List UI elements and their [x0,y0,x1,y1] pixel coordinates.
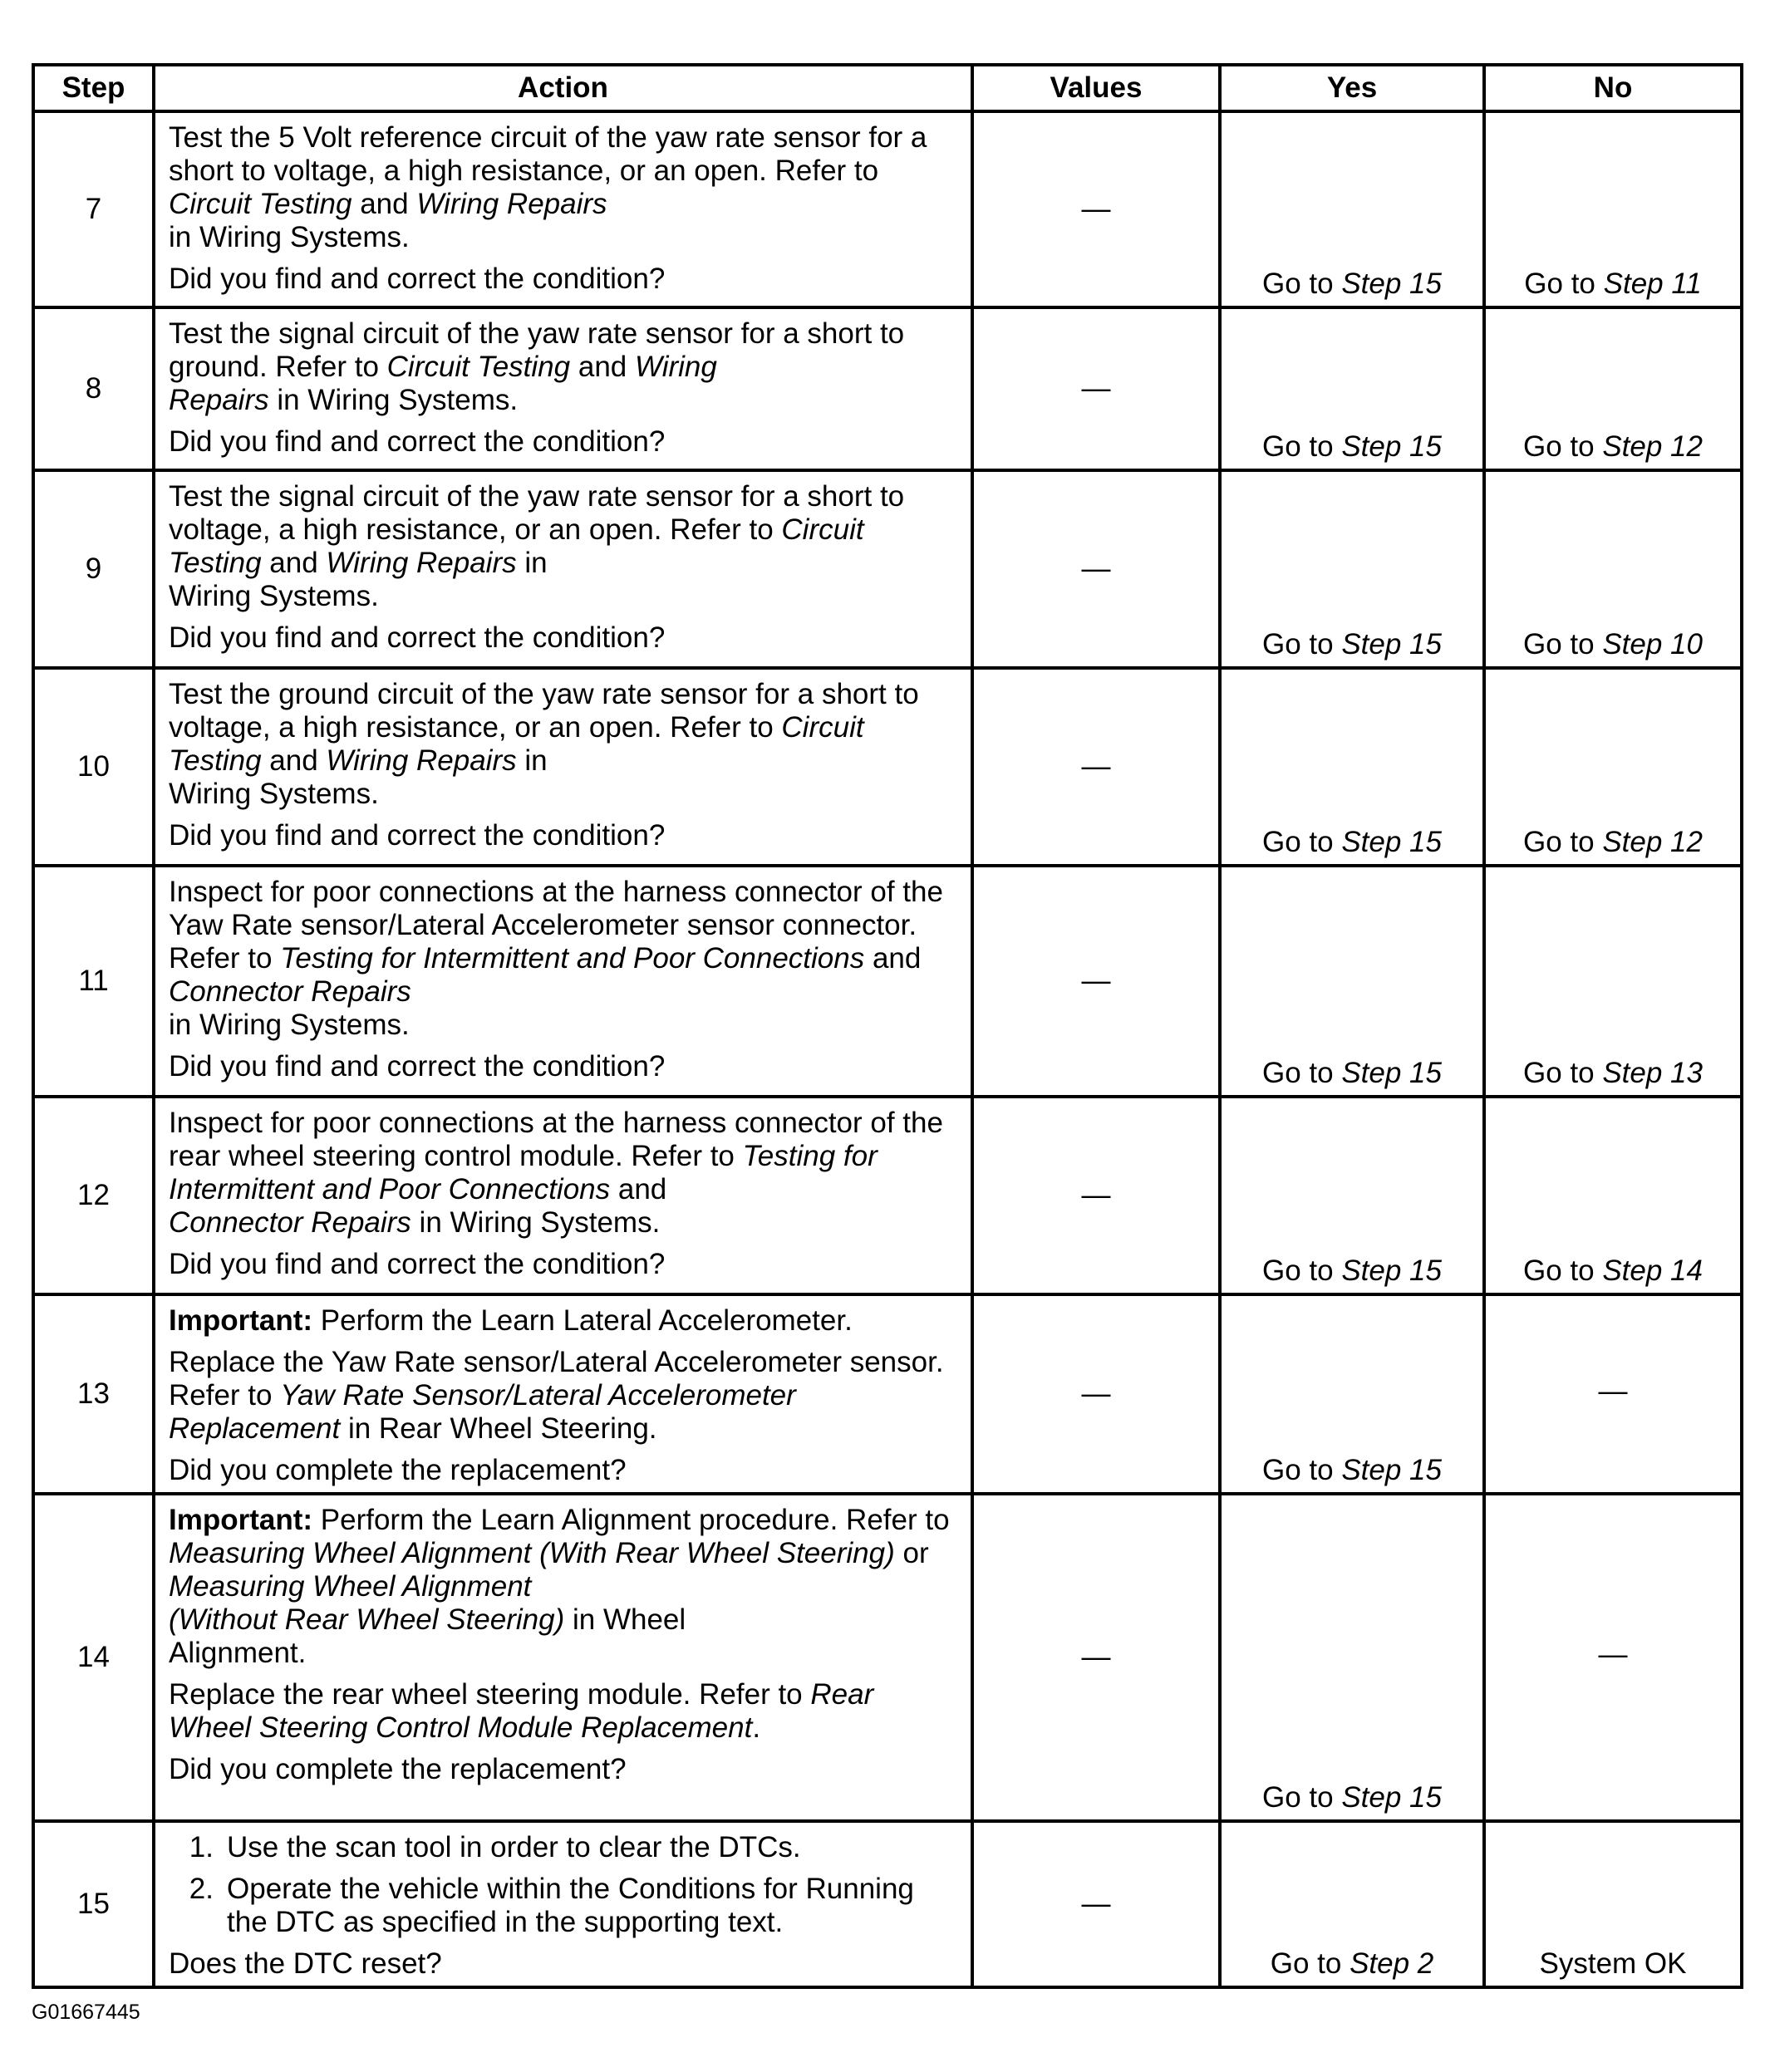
reference-text: Circuit Testing [169,711,864,777]
step-number: 7 [33,111,154,307]
text-run: and [610,1173,667,1205]
action-question: Did you find and correct the condition? [169,1050,666,1083]
reference-text: Wiring Repairs [326,547,517,579]
step-number: 12 [33,1097,154,1294]
text-run: Perform the Learn Alignment procedure. Refer to [312,1504,950,1536]
table-row [33,1821,1742,1987]
reference-text: Step 15 [1341,1454,1442,1486]
yes-cell [1220,111,1484,307]
header-no: No [1484,65,1742,111]
text-run: Go to [1523,430,1603,463]
reference-text: Measuring Wheel Alignment [169,1570,532,1603]
yes-cell [1220,1494,1484,1821]
reference-text: Step 15 [1341,430,1442,463]
reference-text: Step 11 [1603,268,1702,300]
values-cell: — [972,668,1220,866]
yes-cell [1220,668,1484,866]
action-cell [154,1494,972,1821]
action-cell [154,1097,972,1294]
no-cell [1484,1494,1742,1821]
step-number: 15 [33,1821,154,1987]
values-cell: — [972,1097,1220,1294]
text-run: and [261,744,327,777]
table-row [33,307,1742,470]
values-cell: — [972,866,1220,1097]
reference-text: Measuring Wheel Alignment (With Rear Wheel Steering) [169,1537,895,1569]
text-run: Test the signal circuit of the yaw rate sensor for a short to ground. Refer to [169,317,905,383]
table-row [33,1097,1742,1294]
text-run: — [1598,1638,1628,1671]
header-values: Values [972,65,1220,111]
text-run: and [570,351,635,383]
values-cell: — [972,1294,1220,1494]
text-run: Go to [1262,628,1342,660]
action-cell [154,1821,972,1987]
text-run: Alignment. [169,1637,307,1669]
text-run: Test the 5 Volt reference circuit of the yaw rate sensor for a short to voltage, a high resistance, or an open. Refer to [169,121,927,187]
figure-id: G01667445 [32,2001,140,2024]
step-number: 8 [33,307,154,470]
values-cell: — [972,111,1220,307]
action-question: Did you find and correct the condition? [169,263,666,295]
diagnostic-table [32,63,1743,1989]
text-run: System OK [1539,1947,1687,1980]
text-run: Go to [1262,430,1342,463]
reference-text: Step 14 [1602,1254,1703,1287]
list-text: Operate the vehicle within the Conditions for Running the DTC as specified in the supporting text. [227,1873,914,1938]
action-question: Did you find and correct the condition? [169,621,666,654]
action-list-item [169,1873,959,1939]
text-run: Go to [1523,826,1603,858]
action-question: Did you complete the replacement? [169,1454,627,1486]
yes-cell [1220,470,1484,668]
reference-text: Step 15 [1341,268,1442,300]
step-number: 11 [33,866,154,1097]
text-run: Replace the Yaw Rate sensor/Lateral Accelerometer sensor. Refer to [169,1346,944,1412]
reference-text: Yaw Rate Sensor/Lateral Accelerometer Replacement [169,1379,796,1445]
text-run: — [1598,1375,1628,1407]
text-run: in Rear Wheel Steering. [340,1412,657,1445]
action-cell [154,1294,972,1494]
table-row [33,866,1742,1097]
text-run: in Wiring Systems. [169,1009,410,1041]
reference-text: Circuit Testing [386,351,571,383]
action-list-item [169,1831,959,1864]
table-row [33,668,1742,866]
text-run: Go to [1262,1781,1342,1814]
yes-cell [1220,1821,1484,1987]
reference-text: Step 13 [1602,1057,1703,1089]
step-number: 9 [33,470,154,668]
no-cell [1484,111,1742,307]
table-row [33,1294,1742,1494]
yes-cell [1220,1097,1484,1294]
text-run: Go to [1262,1254,1342,1287]
action-paragraph [169,480,959,613]
reference-text: Testing for Intermittent and Poor Connections [169,1140,878,1205]
step-number: 13 [33,1294,154,1494]
text-run: Wiring Systems. [169,580,379,612]
reference-text: Rear Wheel Steering Control Module Replacement [169,1678,874,1744]
table-body [33,111,1742,1987]
reference-text: Connector Repairs [169,1206,411,1239]
action-paragraph [169,121,959,254]
yes-cell [1220,307,1484,470]
reference-text: Wiring Repairs [416,188,607,220]
no-cell [1484,1294,1742,1494]
text-run: Inspect for poor connections at the harness connector of the rear wheel steering control module. Refer to [169,1107,943,1172]
values-cell: — [972,1821,1220,1987]
text-run: Test the ground circuit of the yaw rate sensor for a short to voltage, a high resistance, or an open. Refer to [169,678,919,744]
reference-text: Repairs [169,384,269,416]
yes-cell [1220,1294,1484,1494]
values-cell: — [972,1494,1220,1821]
action-paragraph [169,317,959,417]
text-run: and [352,188,417,220]
action-question: Did you find and correct the condition? [169,425,666,458]
text-run: Go to [1262,826,1342,858]
text-run: in Wheel [564,1603,686,1636]
no-cell [1484,470,1742,668]
table-row [33,1494,1742,1821]
text-run: Go to [1523,628,1603,660]
reference-text: Step 15 [1341,1254,1442,1287]
action-cell [154,470,972,668]
table-row [33,111,1742,307]
text-run: Go to [1262,1454,1342,1486]
action-paragraph [169,1346,959,1446]
no-cell [1484,1821,1742,1987]
values-cell: — [972,307,1220,470]
values-cell: — [972,470,1220,668]
text-run: Go to [1270,1947,1350,1980]
no-cell [1484,866,1742,1097]
list-text: Use the scan tool in order to clear the DTCs. [227,1831,801,1863]
reference-text: Circuit Testing [169,513,864,579]
reference-text: Step 10 [1602,628,1703,660]
reference-text: Connector Repairs [169,975,411,1008]
action-cell [154,307,972,470]
text-run: Perform the Learn Lateral Accelerometer. [312,1304,853,1337]
action-question: Did you find and correct the condition? [169,1248,666,1280]
text-run: Test the signal circuit of the yaw rate sensor for a short to voltage, a high resistance, or an open. Refer to [169,480,905,546]
text-run: and [864,942,922,975]
table-row [33,470,1742,668]
action-question: Does the DTC reset? [169,1947,442,1980]
text-run: in Wiring Systems. [169,221,410,253]
text-run: in [516,744,548,777]
reference-text: Step 15 [1341,1781,1442,1814]
reference-text: Wiring Repairs [326,744,517,777]
reference-text: Step 12 [1602,826,1703,858]
reference-text: Step 15 [1341,1057,1442,1089]
action-cell [154,866,972,1097]
text-run: in [516,547,548,579]
text-run: or [894,1537,929,1569]
text-run: Go to [1524,268,1604,300]
reference-text: (Without Rear Wheel Steering) [169,1603,565,1636]
emphasis-label: Important: [169,1504,313,1536]
action-paragraph [169,1107,959,1240]
reference-text: Testing for Intermittent and Poor Connections [280,942,865,975]
text-run: and [261,547,327,579]
action-paragraph [169,1304,959,1338]
reference-text: Step 15 [1341,628,1442,660]
no-cell [1484,307,1742,470]
step-number: 14 [33,1494,154,1821]
yes-cell [1220,866,1484,1097]
text-run: in Wiring Systems. [411,1206,661,1239]
emphasis-label: Important: [169,1304,313,1337]
text-run: in Wiring Systems. [268,384,519,416]
text-run: Wiring Systems. [169,778,379,810]
reference-text: Step 2 [1350,1947,1434,1980]
action-paragraph [169,678,959,811]
list-number: 2. [189,1873,214,1905]
text-run: Inspect for poor connections at the harness connector of the Yaw Rate sensor/Lateral Accelerometer sensor connector. Refer to [169,876,943,975]
action-paragraph [169,1678,959,1745]
text-run: Replace the rear wheel steering module. Refer to [169,1678,811,1711]
header-row [33,65,1742,111]
text-run: . [752,1711,761,1744]
header-yes: Yes [1220,65,1484,111]
action-cell [154,668,972,866]
reference-text: Wiring [634,351,717,383]
text-run: Go to [1262,268,1342,300]
reference-text: Step 15 [1341,826,1442,858]
text-run: Go to [1523,1057,1603,1089]
step-number: 10 [33,668,154,866]
action-paragraph [169,1504,959,1670]
reference-text: Circuit Testing [169,188,352,220]
text-run: Go to [1262,1057,1342,1089]
list-number: 1. [189,1831,214,1863]
action-cell [154,111,972,307]
reference-text: Step 12 [1602,430,1703,463]
no-cell [1484,668,1742,866]
action-question: Did you complete the replacement? [169,1753,627,1785]
action-question: Did you find and correct the condition? [169,819,666,852]
action-paragraph [169,876,959,1042]
header-step: Step [33,65,154,111]
text-run: Go to [1523,1254,1603,1287]
no-cell [1484,1097,1742,1294]
header-action: Action [154,65,972,111]
